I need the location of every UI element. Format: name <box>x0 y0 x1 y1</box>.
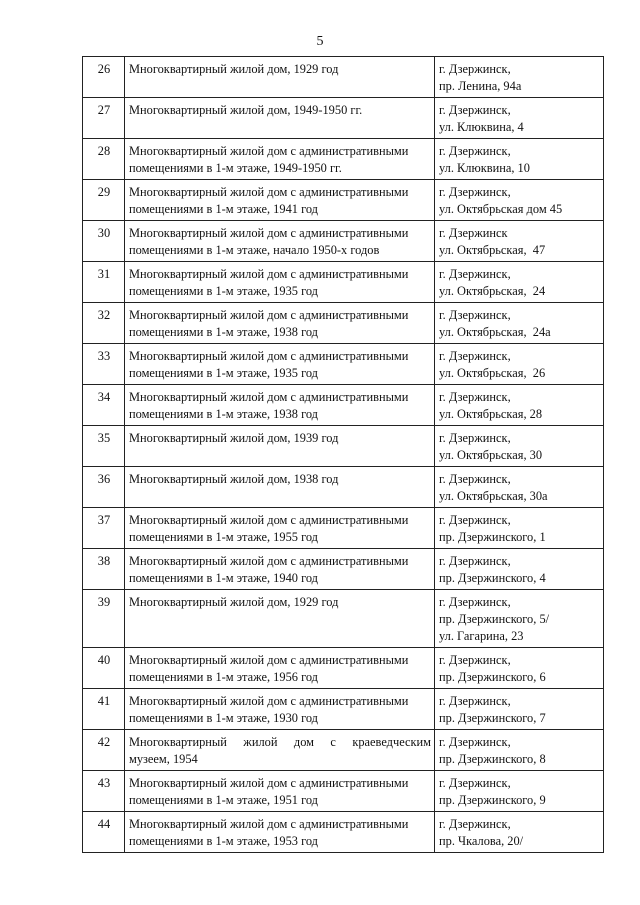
object-description-cell <box>125 139 435 180</box>
object-description-line: помещениями в 1-м этаже, 1956 год <box>129 670 318 684</box>
address-line: пр. Дзержинского, 8 <box>439 752 546 766</box>
table-row <box>83 262 604 303</box>
object-description-line: Многоквартирный жилой дом, 1938 год <box>129 472 339 486</box>
row-number-cell: 28 <box>83 139 125 180</box>
object-description-cell <box>125 262 435 303</box>
address-line: ул. Октябрьская, 30а <box>439 489 548 503</box>
address-line: ул. Клюквина, 10 <box>439 161 530 175</box>
object-description-line: Многоквартирный жилой дом с административными <box>129 144 409 158</box>
object-description-line: Многоквартирный жилой дом с административными <box>129 185 409 199</box>
address-cell <box>435 812 604 853</box>
table-row <box>83 385 604 426</box>
address-cell <box>435 262 604 303</box>
object-description-line: Многоквартирный жилой дом с краеведческим <box>129 735 431 749</box>
row-number-cell: 32 <box>83 303 125 344</box>
row-number-cell: 35 <box>83 426 125 467</box>
address-line: ул. Октябрьская, 24а <box>439 325 551 339</box>
object-description-line: Многоквартирный жилой дом с административными <box>129 390 409 404</box>
address-line: ул. Гагарина, 23 <box>439 629 524 643</box>
table-row <box>83 344 604 385</box>
address-line: ул. Октябрьская дом 45 <box>439 202 563 216</box>
object-description-cell <box>125 57 435 98</box>
address-line: г. Дзержинск, <box>439 103 511 117</box>
address-line: г. Дзержинск, <box>439 735 511 749</box>
address-cell <box>435 549 604 590</box>
address-cell <box>435 221 604 262</box>
address-line: г. Дзержинск, <box>439 431 511 445</box>
address-cell <box>435 771 604 812</box>
address-line: г. Дзержинск, <box>439 308 511 322</box>
address-cell <box>435 730 604 771</box>
object-description-cell <box>125 221 435 262</box>
table-row <box>83 426 604 467</box>
object-description-cell <box>125 467 435 508</box>
row-number-cell: 27 <box>83 98 125 139</box>
table-row <box>83 57 604 98</box>
table-row <box>83 549 604 590</box>
address-line: г. Дзержинск <box>439 226 508 240</box>
address-line: ул. Клюквина, 4 <box>439 120 524 134</box>
row-number-cell: 26 <box>83 57 125 98</box>
object-description-line: Многоквартирный жилой дом, 1929 год <box>129 62 339 76</box>
object-description-line: Многоквартирный жилой дом, 1939 год <box>129 431 339 445</box>
address-line: ул. Октябрьская, 26 <box>439 366 546 380</box>
address-line: г. Дзержинск, <box>439 62 511 76</box>
object-description-line: помещениями в 1-м этаже, начало 1950-х годов <box>129 243 380 257</box>
table-row <box>83 590 604 648</box>
object-description-line: помещениями в 1-м этаже, 1938 год <box>129 407 318 421</box>
row-number-cell: 42 <box>83 730 125 771</box>
address-line: г. Дзержинск, <box>439 776 511 790</box>
address-line: ул. Октябрьская, 30 <box>439 448 543 462</box>
object-description-line: помещениями в 1-м этаже, 1941 год <box>129 202 318 216</box>
object-description-line: Многоквартирный жилой дом с административными <box>129 653 409 667</box>
table-row <box>83 303 604 344</box>
table-row <box>83 98 604 139</box>
table-row <box>83 771 604 812</box>
address-cell <box>435 385 604 426</box>
table-row <box>83 467 604 508</box>
object-description-line: Многоквартирный жилой дом с административными <box>129 694 409 708</box>
table-row <box>83 689 604 730</box>
object-description-line: музеем, 1954 <box>129 752 198 766</box>
object-description-cell <box>125 303 435 344</box>
address-line: пр. Дзержинского, 6 <box>439 670 546 684</box>
row-number-cell: 30 <box>83 221 125 262</box>
address-line: ул. Октябрьская, 28 <box>439 407 543 421</box>
address-line: г. Дзержинск, <box>439 267 511 281</box>
object-description-line: помещениями в 1-м этаже, 1930 год <box>129 711 318 725</box>
address-cell <box>435 303 604 344</box>
table-row <box>83 180 604 221</box>
object-description-line: Многоквартирный жилой дом, 1929 год <box>129 595 339 609</box>
object-description-cell <box>125 508 435 549</box>
row-number-cell: 31 <box>83 262 125 303</box>
address-cell <box>435 590 604 648</box>
object-description-line: Многоквартирный жилой дом с административными <box>129 226 409 240</box>
address-line: пр. Дзержинского, 7 <box>439 711 546 725</box>
address-cell <box>435 344 604 385</box>
address-line: г. Дзержинск, <box>439 595 511 609</box>
address-line: пр. Дзержинского, 1 <box>439 530 546 544</box>
address-line: пр. Дзержинского, 4 <box>439 571 546 585</box>
row-number-cell: 33 <box>83 344 125 385</box>
address-line: пр. Дзержинского, 5/ <box>439 612 550 626</box>
object-description-cell <box>125 344 435 385</box>
object-description-cell <box>125 730 435 771</box>
row-number-cell: 38 <box>83 549 125 590</box>
address-cell <box>435 98 604 139</box>
object-description-line: помещениями в 1-м этаже, 1935 год <box>129 284 318 298</box>
address-cell <box>435 57 604 98</box>
address-cell <box>435 648 604 689</box>
object-description-cell <box>125 426 435 467</box>
object-description-line: Многоквартирный жилой дом с административными <box>129 267 409 281</box>
row-number-cell: 34 <box>83 385 125 426</box>
address-line: г. Дзержинск, <box>439 185 511 199</box>
address-line: г. Дзержинск, <box>439 144 511 158</box>
row-number-cell: 29 <box>83 180 125 221</box>
page-number: 5 <box>316 34 324 49</box>
address-line: г. Дзержинск, <box>439 390 511 404</box>
object-description-line: Многоквартирный жилой дом с административными <box>129 554 409 568</box>
address-line: г. Дзержинск, <box>439 513 511 527</box>
address-line: г. Дзержинск, <box>439 554 511 568</box>
object-description-cell <box>125 590 435 648</box>
object-description-cell <box>125 549 435 590</box>
row-number-cell: 41 <box>83 689 125 730</box>
row-number-cell: 40 <box>83 648 125 689</box>
address-line: пр. Ленина, 94а <box>439 79 522 93</box>
address-cell <box>435 689 604 730</box>
address-line: г. Дзержинск, <box>439 817 511 831</box>
object-description-line: помещениями в 1-м этаже, 1938 год <box>129 325 318 339</box>
object-description-line: помещениями в 1-м этаже, 1949-1950 гг. <box>129 161 342 175</box>
address-line: г. Дзержинск, <box>439 694 511 708</box>
object-description-line: Многоквартирный жилой дом с административными <box>129 349 409 363</box>
table-row <box>83 730 604 771</box>
row-number-cell: 43 <box>83 771 125 812</box>
table-row <box>83 648 604 689</box>
address-line: г. Дзержинск, <box>439 653 511 667</box>
row-number-cell: 39 <box>83 590 125 648</box>
object-description-cell <box>125 180 435 221</box>
table-row <box>83 812 604 853</box>
object-description-cell <box>125 648 435 689</box>
row-number-cell: 44 <box>83 812 125 853</box>
address-cell <box>435 467 604 508</box>
address-cell <box>435 139 604 180</box>
object-description-line: помещениями в 1-м этаже, 1953 год <box>129 834 318 848</box>
address-cell <box>435 180 604 221</box>
object-description-line: Многоквартирный жилой дом с административными <box>129 308 409 322</box>
row-number-cell: 36 <box>83 467 125 508</box>
address-cell <box>435 508 604 549</box>
table-row <box>83 221 604 262</box>
table-row <box>83 508 604 549</box>
object-description-line: помещениями в 1-м этаже, 1955 год <box>129 530 318 544</box>
address-line: ул. Октябрьская, 24 <box>439 284 546 298</box>
address-line: пр. Дзержинского, 9 <box>439 793 546 807</box>
object-description-cell <box>125 385 435 426</box>
object-description-cell <box>125 771 435 812</box>
object-description-line: помещениями в 1-м этаже, 1935 год <box>129 366 318 380</box>
object-description-line: Многоквартирный жилой дом с административными <box>129 817 409 831</box>
table-row <box>83 139 604 180</box>
object-description-line: помещениями в 1-м этаже, 1951 год <box>129 793 318 807</box>
address-line: г. Дзержинск, <box>439 472 511 486</box>
address-line: пр. Чкалова, 20/ <box>439 834 524 848</box>
address-line: ул. Октябрьская, 47 <box>439 243 546 257</box>
object-description-line: Многоквартирный жилой дом с административными <box>129 513 409 527</box>
address-line: г. Дзержинск, <box>439 349 511 363</box>
object-description-cell <box>125 689 435 730</box>
object-description-line: помещениями в 1-м этаже, 1940 год <box>129 571 318 585</box>
object-description-cell <box>125 812 435 853</box>
address-cell <box>435 426 604 467</box>
row-number-cell: 37 <box>83 508 125 549</box>
object-description-line: Многоквартирный жилой дом, 1949-1950 гг. <box>129 103 363 117</box>
object-description-cell <box>125 98 435 139</box>
table-body <box>83 57 604 853</box>
heritage-objects-table <box>82 56 604 853</box>
object-description-line: Многоквартирный жилой дом с административными <box>129 776 409 790</box>
